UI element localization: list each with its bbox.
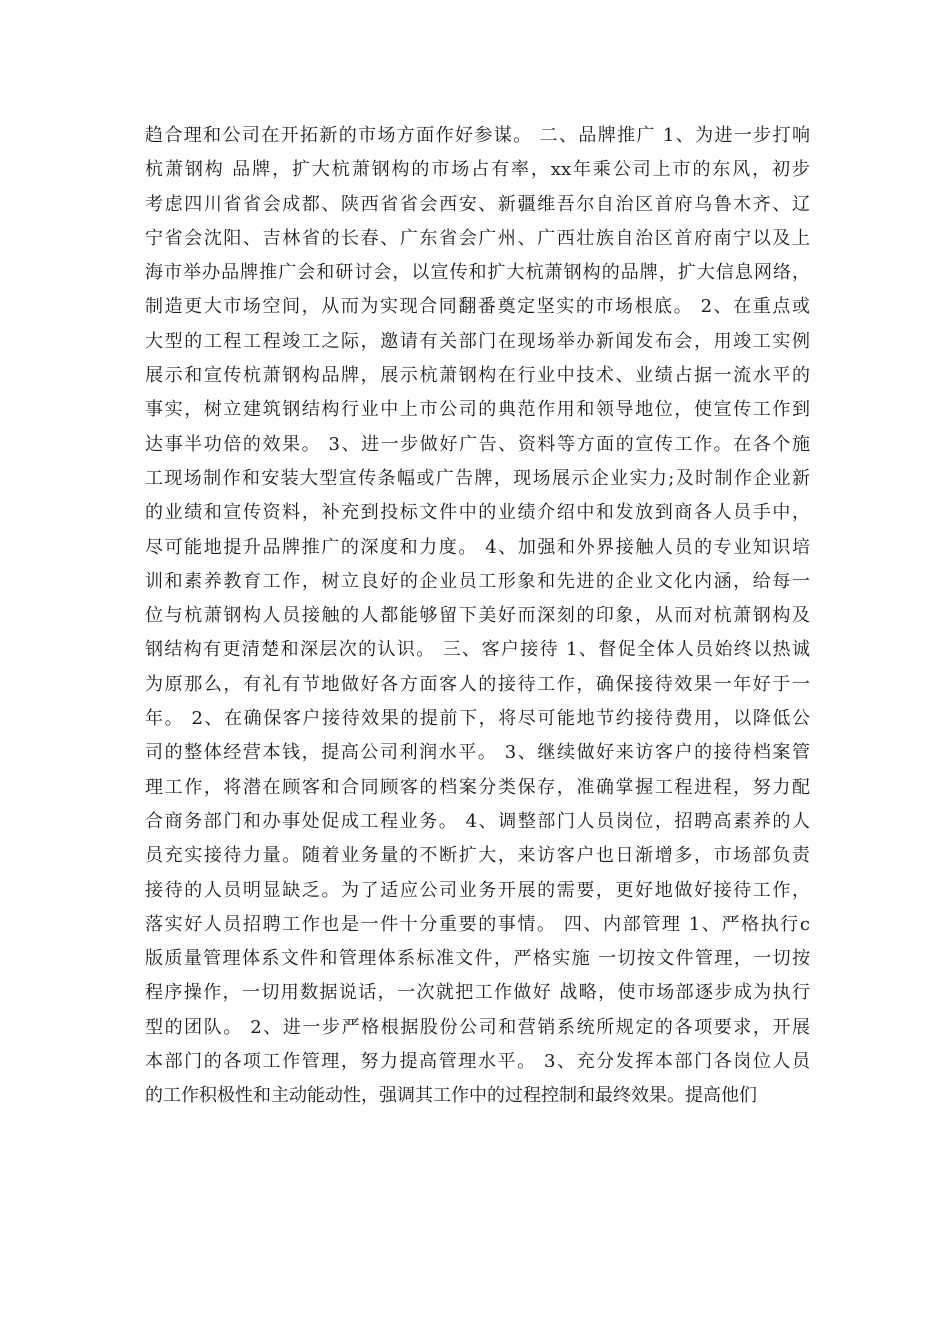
text-line: 为原那么，有礼有节地做好各方面客人的接待工作，确保接待效果一年好于一 <box>145 673 810 695</box>
text-line: 员充实接待力量。随着业务量的不断扩大，来访客户也日渐增多，市场部负责 <box>145 845 810 867</box>
text-line: 本部门的各项工作管理，努力提高管理水平。 3、充分发挥本部门各岗位人员 <box>145 1051 810 1073</box>
text-line: 落实好人员招聘工作也是一件十分重要的事情。 四、内部管理 1、严格执行c <box>145 913 810 935</box>
text-line: 位与杭萧钢构人员接触的人都能够留下美好而深刻的印象，从而对杭萧钢构及 <box>145 605 810 627</box>
text-line: 趋合理和公司在开拓新的市场方面作好参谋。 二、品牌推广 1、为进一步打响 <box>145 125 810 146</box>
text-line: 展示和宣传杭萧钢构品牌，展示杭萧钢构在行业中技术、业绩占据一流水平的 <box>145 365 810 387</box>
text-line: 钢结构有更清楚和深层次的认识。 三、客户接待 1、督促全体人员始终以热诚 <box>145 639 810 661</box>
text-line: 达事半功倍的效果。 3、进一步做好广告、资料等方面的宣传工作。在各个施 <box>145 433 810 455</box>
text-line: 制造更大市场空间，从而为实现合同翻番奠定坚实的市场根底。 2、在重点或 <box>145 296 810 318</box>
text-line: 海市举办品牌推广会和研讨会，以宣传和扩大杭萧钢构的品牌，扩大信息网络， <box>145 262 810 284</box>
text-line: 合商务部门和办事处促成工程业务。 4、调整部门人员岗位，招聘高素养的人 <box>145 810 810 832</box>
text-line: 训和素养教育工作，树立良好的企业员工形象和先进的企业文化内涵，给每一 <box>145 570 810 592</box>
text-line: 的业绩和宣传资料，补充到投标文件中的业绩介绍中和发放到商各人员手中， <box>145 502 810 524</box>
text-line: 版质量管理体系文件和管理体系标准文件，严格实施 一切按文件管理，一切按 <box>145 948 810 970</box>
body-text <box>145 119 810 1114</box>
text-line: 大型的工程工程竣工之际，邀请有关部门在现场举办新闻发布会，用竣工实例 <box>145 330 810 352</box>
text-line: 型的团队。 2、进一步严格根据股份公司和营销系统所规定的各项要求，开展 <box>145 1016 810 1038</box>
text-line: 事实，树立建筑钢结构行业中上市公司的典范作用和领导地位，使宣传工作到 <box>145 399 810 421</box>
text-line: 司的整体经营本钱，提高公司利润水平。 3、继续做好来访客户的接待档案管 <box>145 742 810 764</box>
text-line: 接待的人员明显缺乏。为了适应公司业务开展的需要，更好地做好接待工作， <box>145 879 810 901</box>
text-line: 考虑四川省省会成都、陕西省省会西安、新疆维吾尔自治区首府乌鲁木齐、辽 <box>145 193 810 215</box>
text-line: 工现场制作和安装大型宣传条幅或广告牌，现场展示企业实力;及时制作企业新 <box>145 467 810 489</box>
text-line: 的工作积极性和主动能动性，强调其工作中的过程控制和最终效果。提高他们 <box>145 1085 757 1107</box>
text-line: 程序操作，一切用数据说话，一次就把工作做好 战略，使市场部逐步成为执行 <box>145 982 810 1004</box>
text-line: 尽可能地提升品牌推广的深度和力度。 4、加强和外界接触人员的专业知识培 <box>145 536 810 558</box>
text-line: 年。 2、在确保客户接待效果的提前下，将尽可能地节约接待费用，以降低公 <box>145 708 810 730</box>
text-line: 杭萧钢构 品牌，扩大杭萧钢构的市场占有率，xx年乘公司上市的东风，初步 <box>145 159 810 181</box>
text-line: 理工作，将潜在顾客和合同顾客的档案分类保存，准确掌握工程进程，努力配 <box>145 776 810 798</box>
text-line: 宁省会沈阳、吉林省的长春、广东省会广州、广西壮族自治区首府南宁以及上 <box>145 227 810 249</box>
